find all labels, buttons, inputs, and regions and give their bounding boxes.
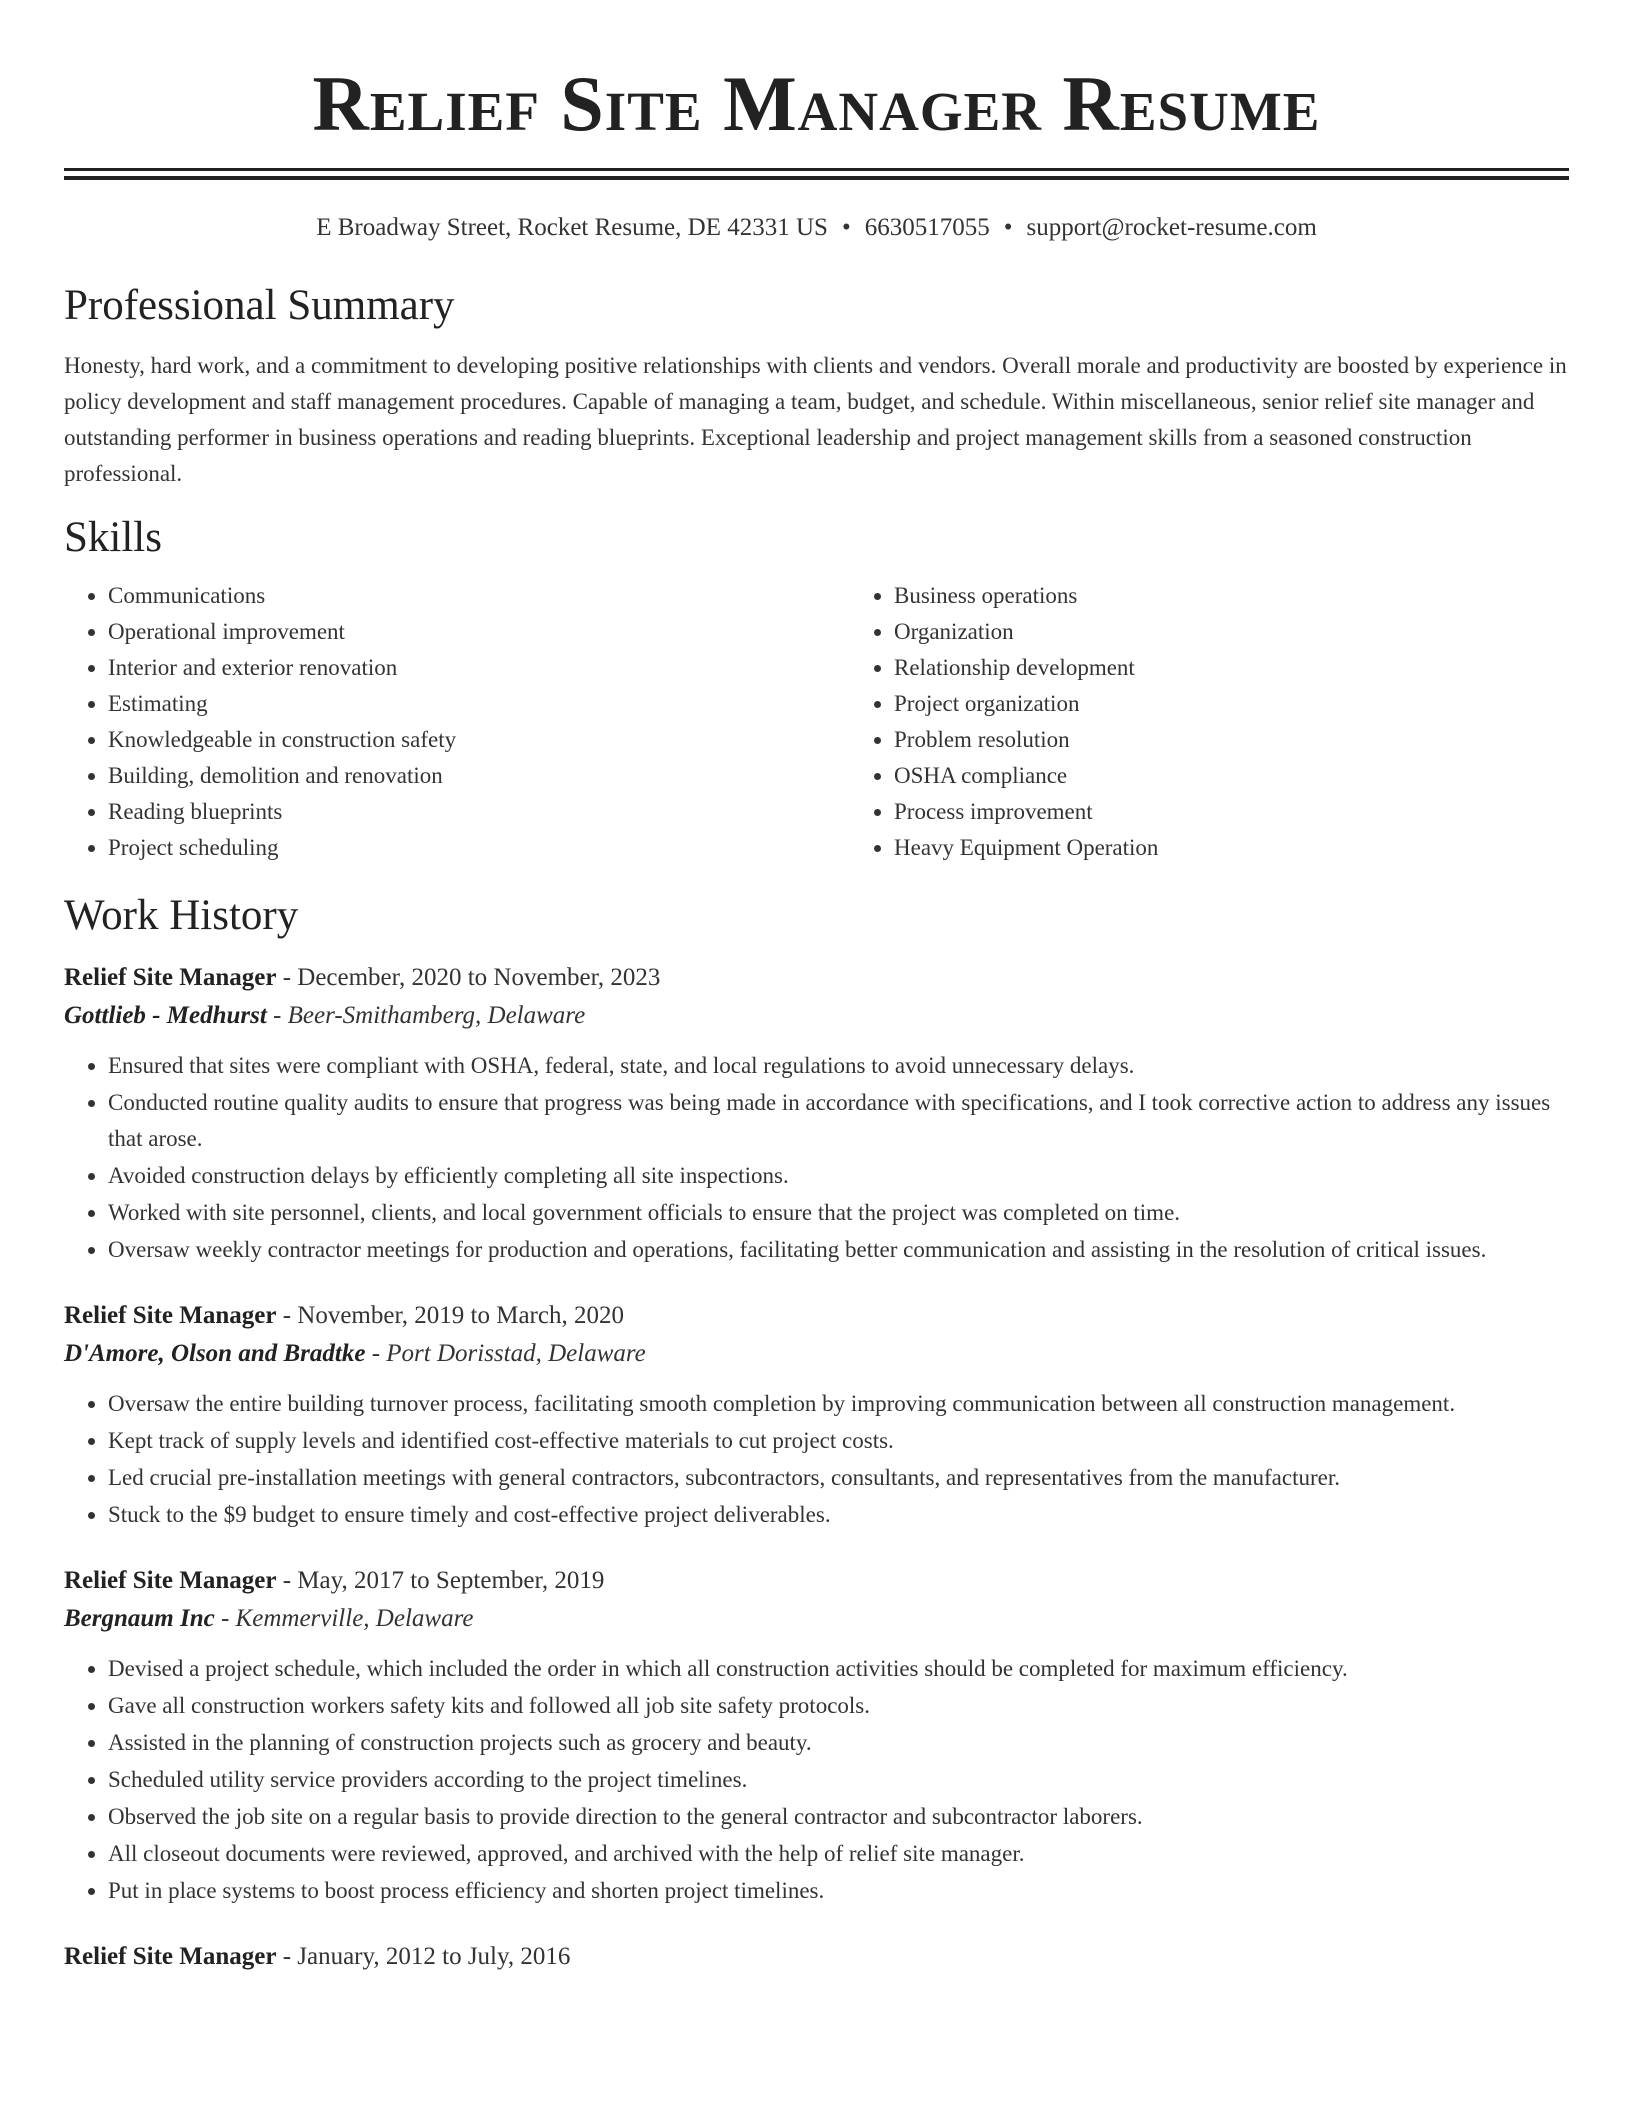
job-title-line [64, 1563, 1569, 1599]
job-company-line [64, 998, 1569, 1034]
job-bullet: • Ensured that sites were compliant with OSHA, federal, state, and local regulations to avoid unnecessary delays. [108, 1048, 1569, 1084]
contact-phone: 6630517055 [864, 214, 990, 241]
job-location: - Port Dorisstad, Delaware [371, 1340, 646, 1367]
skill-item: • Reading blueprints [108, 794, 850, 830]
job-location: - Beer-Smithamberg, Delaware [273, 1002, 586, 1029]
skill-item: • Project organization [894, 686, 1569, 722]
job-bullet: • Scheduled utility service providers according to the project timelines. [108, 1762, 1569, 1798]
contact-separator: • [1003, 214, 1013, 241]
resume-content [64, 0, 1569, 1975]
job-dates: - December, 2020 to November, 2023 [282, 964, 661, 991]
job-bullet: • Assisted in the planning of construction projects such as grocery and beauty. [108, 1725, 1569, 1761]
page-title: Relief Site Manager Resume [312, 60, 1321, 147]
job-dates: - November, 2019 to March, 2020 [282, 1302, 624, 1329]
skill-item: • Process improvement [894, 794, 1569, 830]
title-rule-top [64, 168, 1569, 171]
job-bullet: • Kept track of supply levels and identified cost-effective materials to cut project costs. [108, 1423, 1569, 1459]
job-role: Relief Site Manager [64, 1943, 277, 1970]
work-history-heading: Work History [64, 892, 299, 939]
skill-item: • Estimating [108, 686, 850, 722]
skill-item: • Knowledgeable in construction safety [108, 722, 850, 758]
skills-column-left [64, 578, 850, 866]
contact-email: support@rocket-resume.com [1026, 214, 1317, 241]
skill-item: • Organization [894, 614, 1569, 650]
job-title-line [64, 1939, 1569, 1975]
job-bullet: • Oversaw weekly contractor meetings for production and operations, facilitating better communication and assisting in the resolution of critical issues. [108, 1232, 1569, 1268]
skill-item: • Operational improvement [108, 614, 850, 650]
job-company-line [64, 1336, 1569, 1372]
job-bullet: • Avoided construction delays by efficiently completing all site inspections. [108, 1158, 1569, 1194]
job-company: Bergnaum Inc [64, 1605, 215, 1632]
skill-item: • Interior and exterior renovation [108, 650, 850, 686]
skill-item: • Business operations [894, 578, 1569, 614]
job-entry [64, 1939, 1569, 1975]
job-role: Relief Site Manager [64, 1302, 277, 1329]
job-entry [64, 1563, 1569, 1909]
contact-line [64, 212, 1569, 244]
job-role: Relief Site Manager [64, 964, 277, 991]
job-company-line [64, 1601, 1569, 1637]
skills-list [64, 578, 1569, 866]
contact-address: E Broadway Street, Rocket Resume, DE 42331 US [316, 214, 828, 241]
skill-item: • Heavy Equipment Operation [894, 830, 1569, 866]
skills-column-right [850, 578, 1569, 866]
job-role: Relief Site Manager [64, 1567, 277, 1594]
skill-item: • Problem resolution [894, 722, 1569, 758]
skill-item: • Building, demolition and renovation [108, 758, 850, 794]
job-bullet: • Conducted routine quality audits to ensure that progress was being made in accordance with specifications, and I took corrective action to address any issues that arose. [108, 1085, 1569, 1157]
job-bullet: • Put in place systems to boost process efficiency and shorten project timelines. [108, 1873, 1569, 1909]
skills-heading: Skills [64, 514, 162, 561]
job-bullet: • Worked with site personnel, clients, and local government officials to ensure that the project was completed on time. [108, 1195, 1569, 1231]
job-bullet: • Led crucial pre-installation meetings with general contractors, subcontractors, consultants, and representatives from the manufacturer. [108, 1460, 1569, 1496]
job-title-line [64, 960, 1569, 996]
job-bullets [64, 1386, 1569, 1533]
contact-separator: • [841, 214, 851, 241]
job-company: D'Amore, Olson and Bradtke [64, 1340, 366, 1367]
summary-heading: Professional Summary [64, 282, 455, 329]
skill-item: • Communications [108, 578, 850, 614]
skill-item: • Project scheduling [108, 830, 850, 866]
job-bullet: • Gave all construction workers safety kits and followed all job site safety protocols. [108, 1688, 1569, 1724]
job-entry [64, 1298, 1569, 1533]
job-bullets [64, 1048, 1569, 1268]
job-location: - Kemmerville, Delaware [220, 1605, 474, 1632]
job-bullet: • Observed the job site on a regular basis to provide direction to the general contractor and subcontractor laborers. [108, 1799, 1569, 1835]
skill-item: • OSHA compliance [894, 758, 1569, 794]
title-rule-bottom [64, 176, 1569, 180]
job-bullet: • Oversaw the entire building turnover process, facilitating smooth completion by improving communication between all construction management. [108, 1386, 1569, 1422]
job-bullet: • Devised a project schedule, which included the order in which all construction activities should be completed for maximum efficiency. [108, 1651, 1569, 1687]
job-dates: - January, 2012 to July, 2016 [282, 1943, 571, 1970]
job-dates: - May, 2017 to September, 2019 [282, 1567, 605, 1594]
job-company: Gottlieb - Medhurst [64, 1002, 267, 1029]
job-bullet: • Stuck to the $9 budget to ensure timely and cost-effective project deliverables. [108, 1497, 1569, 1533]
job-bullet: • All closeout documents were reviewed, approved, and archived with the help of relief site manager. [108, 1836, 1569, 1872]
job-entry [64, 960, 1569, 1268]
job-bullets [64, 1651, 1569, 1909]
skill-item: • Relationship development [894, 650, 1569, 686]
job-title-line [64, 1298, 1569, 1334]
summary-text: Honesty, hard work, and a commitment to developing positive relationships with clients and vendors. Overall morale and productivity are boosted by experience in policy development and staff management procedures. Capable of managing a team, budget, and schedule. Within miscellaneous, senior relief site manager and outstanding performer in business operations and reading blueprints. Exceptional leadership and project management skills from a seasoned construction professional. [64, 353, 1567, 486]
